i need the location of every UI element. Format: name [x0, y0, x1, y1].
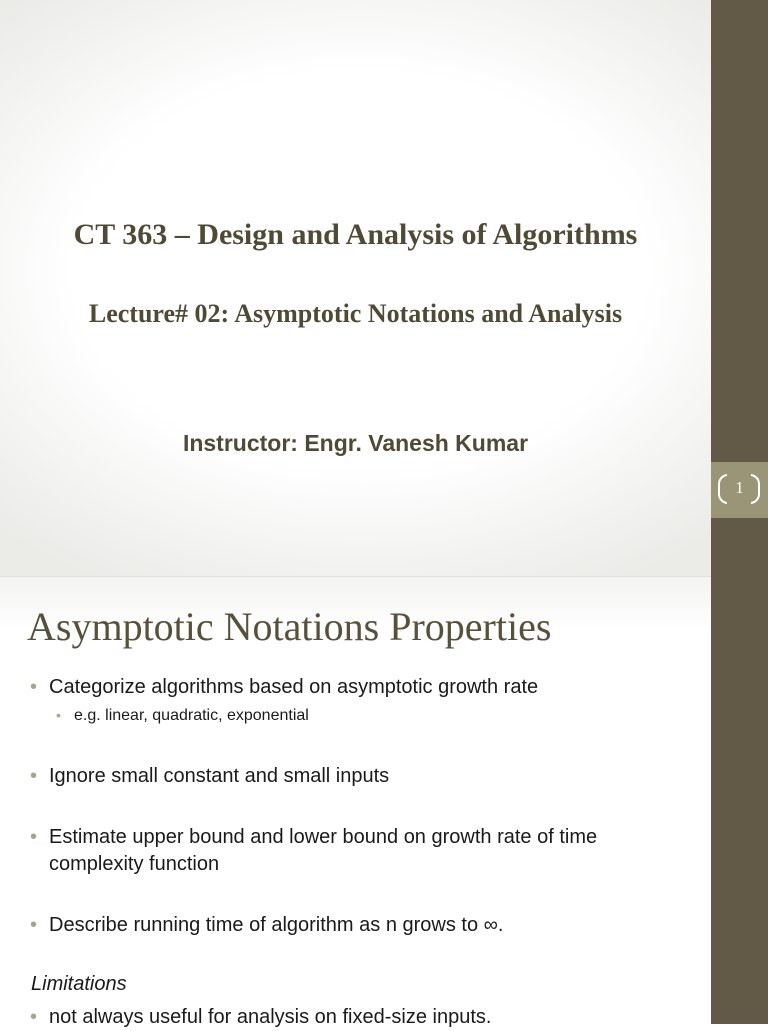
- bullet-marker-icon: •: [30, 826, 38, 848]
- sub-bullet-text: e.g. linear, quadratic, exponential: [74, 707, 309, 724]
- instructor-name: Instructor: Engr. Vanesh Kumar: [182, 430, 529, 456]
- sub-bullet-item: [56, 706, 309, 726]
- slide-title: Asymptotic Notations Properties: [27, 604, 552, 649]
- content-slide: [0, 577, 711, 1028]
- bullet-item: [30, 1004, 680, 1031]
- bullet-text: Ignore small constant and small inputs: [49, 765, 390, 787]
- limitations-heading: Limitations: [31, 973, 127, 995]
- page-number-badge: [711, 462, 768, 518]
- bullet-text: Describe running time of algorithm as n grows to ∞.: [49, 914, 504, 936]
- bullet-marker-icon: •: [30, 1006, 38, 1028]
- bullet-item: [30, 824, 680, 878]
- bullet-item: [30, 763, 680, 790]
- bullet-item: [30, 674, 680, 701]
- bullet-marker-icon: •: [30, 914, 38, 936]
- bullet-marker-icon: •: [30, 676, 38, 698]
- bullet-text: Estimate upper bound and lower bound on growth rate of time complexity function: [49, 826, 598, 875]
- course-title: CT 363 – Design and Analysis of Algorithms: [73, 218, 638, 251]
- sub-bullet-marker-icon: •: [56, 707, 61, 723]
- bullet-item: [30, 912, 680, 939]
- bullet-marker-icon: •: [30, 765, 38, 787]
- bullet-text: not always useful for analysis on fixed-size inputs.: [49, 1006, 492, 1028]
- bullet-text: Categorize algorithms based on asymptotic growth rate: [49, 676, 539, 698]
- page-number: 1: [735, 478, 744, 497]
- lecture-title: Lecture# 02: Asymptotic Notations and Analysis: [88, 299, 623, 328]
